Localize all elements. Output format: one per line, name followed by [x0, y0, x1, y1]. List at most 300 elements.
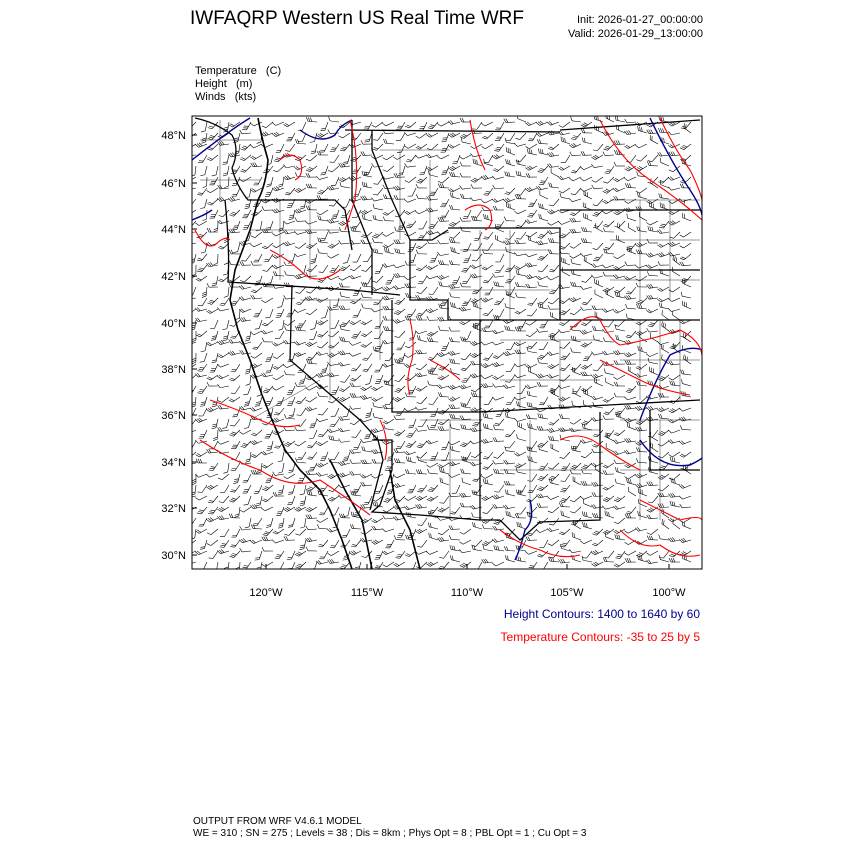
wind-barb [296, 417, 306, 428]
wind-barb [481, 118, 493, 126]
wind-barb [272, 338, 284, 347]
wind-barb [262, 295, 273, 304]
wind-barb [448, 349, 460, 356]
wind-barb [657, 240, 669, 249]
wind-barb [506, 340, 515, 352]
wind-barb [382, 118, 394, 126]
wind-barb [318, 427, 328, 438]
wind-barb [373, 186, 383, 197]
wind-barb [452, 483, 460, 495]
lon-label-100: 100°W [652, 587, 686, 599]
wind-barb [363, 252, 372, 263]
wind-barb [383, 217, 394, 221]
wind-barb [362, 351, 372, 362]
wind-barb [581, 119, 592, 129]
wind-barb [536, 525, 548, 533]
wind-barb [339, 437, 350, 443]
wind-barb [253, 175, 262, 187]
wind-barb [316, 558, 328, 565]
wind-barb [463, 208, 471, 220]
wind-barb [657, 228, 669, 234]
wind-barb [615, 412, 627, 419]
wind-barb [426, 547, 438, 555]
wind-barb [560, 449, 570, 460]
wind-barb [668, 437, 680, 444]
wind-barb [185, 151, 196, 156]
wind-barb [266, 517, 273, 529]
wind-barb [570, 217, 581, 222]
wind-barb [254, 483, 262, 495]
wind-barb [492, 338, 504, 345]
wind-barb [460, 492, 471, 497]
wind-barb [239, 536, 251, 543]
wind-barb [262, 317, 273, 327]
wind-barb [536, 184, 548, 190]
wind-barb [582, 499, 594, 507]
wind-barb [679, 404, 691, 412]
wind-barb [311, 143, 317, 155]
wind-barb [218, 273, 229, 283]
wind-barb [327, 426, 339, 433]
wind-barb [327, 217, 339, 224]
wind-barb [361, 526, 372, 536]
wind-barb [300, 484, 306, 496]
wind-barb [626, 504, 636, 515]
wind-barb [525, 272, 537, 279]
wind-barb [570, 493, 581, 503]
wind-barb [387, 451, 394, 463]
wind-barb [240, 504, 251, 514]
wind-barb [581, 238, 592, 243]
wind-barb [438, 416, 449, 426]
wind-barb [207, 526, 218, 536]
wind-barb [253, 516, 262, 527]
wind-barb [229, 119, 240, 128]
wind-barb [251, 229, 262, 239]
wind-barb [287, 560, 295, 572]
wind-barb [383, 380, 395, 386]
wind-barb [681, 301, 693, 309]
wind-barb [306, 525, 317, 530]
wind-barb [648, 317, 658, 328]
wind-barb [570, 470, 581, 474]
wind-barb [349, 338, 361, 346]
wind-barb [604, 532, 616, 540]
wind-barb [495, 252, 504, 264]
wind-barb [393, 394, 405, 403]
wind-barb [658, 193, 669, 199]
wind-barb [239, 294, 251, 301]
wind-barb [536, 239, 548, 245]
wind-barb [349, 272, 361, 279]
wind-barb [558, 163, 570, 172]
wind-barb [593, 427, 603, 438]
wind-barb [317, 151, 328, 155]
wind-barb [504, 326, 515, 331]
wind-barb [350, 393, 361, 397]
wind-barb [397, 142, 405, 154]
wind-barb [296, 394, 306, 405]
wind-barb [461, 350, 471, 361]
wind-barb [471, 174, 482, 184]
wind-barb [361, 151, 372, 156]
wind-barb [526, 493, 537, 503]
wind-barb [306, 359, 317, 364]
wind-barb [394, 458, 405, 463]
wind-barb [361, 481, 372, 486]
wind-barb [360, 207, 372, 216]
height-contour-note: Height Contours: 1400 to 1640 by 60 [503, 607, 700, 621]
lon-label-105: 105°W [550, 587, 584, 599]
wind-barb [647, 327, 658, 332]
wind-barb [492, 492, 504, 500]
wind-barb [438, 392, 449, 397]
wind-barb [223, 462, 229, 473]
wind-barb [316, 349, 328, 356]
wind-barb [441, 340, 449, 352]
wind-barb [426, 305, 438, 313]
wind-barb [560, 493, 570, 504]
wind-barb [316, 294, 328, 303]
wind-barb [294, 228, 306, 235]
wind-barb [308, 461, 317, 473]
wind-barb [383, 247, 395, 254]
wind-barb [195, 305, 207, 312]
wind-barb [603, 558, 614, 562]
wind-barb [240, 547, 251, 552]
wind-barb [580, 250, 592, 257]
wind-barb [288, 484, 295, 496]
wind-barb [463, 329, 471, 341]
wind-barb [394, 383, 405, 394]
wind-barb [581, 469, 592, 474]
wind-barb [527, 439, 537, 450]
wind-barb [559, 240, 570, 250]
wind-barb [559, 119, 570, 129]
wind-barb [351, 361, 361, 372]
wind-barb [426, 437, 438, 444]
wind-barb [539, 340, 548, 351]
wind-barb [331, 175, 339, 187]
wind-barb [240, 163, 251, 174]
wind-barb [351, 329, 361, 340]
wind-barb [592, 207, 603, 218]
wind-barb [646, 558, 658, 564]
wind-barb [184, 492, 196, 498]
wind-barb [658, 438, 669, 448]
wind-barb [415, 493, 427, 502]
wind-barb [538, 262, 548, 273]
wind-barb [383, 195, 394, 199]
wind-barb [306, 184, 317, 188]
wind-barb [538, 214, 550, 221]
wind-barb [185, 119, 196, 130]
wind-barb [669, 449, 680, 458]
wind-barb [305, 536, 317, 542]
wind-barb [548, 416, 559, 427]
wind-barb [306, 514, 317, 519]
wind-barb [416, 469, 427, 474]
wind-barb [339, 283, 350, 287]
wind-barb [427, 522, 439, 529]
wind-barb [339, 305, 350, 310]
wind-barb [492, 195, 504, 203]
wind-barb [536, 272, 548, 280]
wind-barb [493, 525, 504, 530]
wind-barb [593, 378, 605, 386]
wind-barb [197, 262, 207, 273]
wind-barb [569, 195, 581, 202]
wind-barb [539, 395, 548, 407]
wind-barb [264, 252, 273, 263]
wind-barb [239, 404, 251, 410]
wind-barb [218, 394, 229, 404]
wind-barb [283, 173, 295, 180]
wind-barb [426, 272, 438, 279]
wind-barb [306, 372, 317, 381]
wind-barb [427, 381, 438, 386]
wind-barb [470, 195, 482, 201]
wind-barb [496, 406, 504, 418]
wind-barb [406, 438, 416, 449]
wind-barb [536, 371, 548, 379]
wind-barb [570, 306, 581, 316]
wind-barb [624, 448, 636, 454]
wind-barb [503, 349, 515, 356]
wind-barb [671, 267, 682, 276]
wind-barb [351, 537, 361, 548]
wind-barb [669, 284, 680, 293]
wind-barb [472, 323, 484, 331]
wind-barb [383, 163, 394, 173]
wind-barb [229, 207, 240, 218]
wind-barb [217, 360, 229, 368]
wind-barb [647, 283, 658, 289]
wind-barb [416, 174, 427, 185]
wind-barb [201, 341, 207, 353]
wind-barb [547, 118, 559, 126]
wind-barb [493, 382, 504, 387]
wind-barb [636, 361, 647, 371]
wind-barb [283, 239, 295, 246]
wind-barb [592, 481, 603, 486]
wind-barb [581, 424, 593, 430]
wind-barb [250, 327, 262, 335]
wind-barb [429, 285, 438, 296]
wind-barb [207, 537, 218, 547]
wind-barb [470, 272, 482, 278]
wind-barb [208, 505, 218, 516]
wind-barb [659, 202, 671, 210]
wind-barb [493, 350, 504, 360]
wind-barb [493, 503, 504, 508]
wind-barb [310, 319, 317, 331]
wind-barb [526, 402, 538, 408]
wind-barb [647, 271, 658, 276]
wind-barb [405, 119, 416, 129]
wind-barb [306, 272, 317, 276]
wind-barb [438, 281, 449, 287]
wind-barb [328, 493, 339, 503]
wind-barb [602, 349, 614, 355]
wind-barb [506, 285, 515, 297]
wind-barb [548, 460, 559, 470]
wind-barb [659, 344, 671, 353]
wind-barb [272, 129, 284, 137]
wind-barb [658, 414, 669, 419]
wind-barb [503, 195, 515, 203]
wind-barb [363, 362, 372, 373]
wind-barb [307, 438, 317, 449]
wind-barb [415, 526, 427, 535]
wind-barb [635, 371, 647, 378]
wind-barb [305, 217, 317, 225]
wind-barb [251, 427, 262, 437]
wind-barb [261, 371, 273, 377]
wind-barb [372, 459, 383, 463]
wind-barb [481, 195, 493, 203]
wind-barb [671, 311, 682, 320]
wind-barb [371, 536, 383, 545]
wind-barb [547, 272, 559, 280]
wind-barb [374, 560, 383, 571]
wind-barb [394, 559, 405, 568]
wind-barb [669, 405, 680, 414]
wind-barb [316, 470, 328, 477]
wind-barb [635, 239, 647, 247]
wind-barb [637, 488, 649, 496]
wind-barb [668, 173, 680, 181]
wind-barb [570, 207, 581, 217]
wind-barb [635, 140, 647, 148]
wind-barb [658, 503, 669, 508]
wind-barb [679, 492, 691, 500]
wind-barb [537, 426, 548, 430]
wind-barb [481, 471, 493, 480]
wind-barb [338, 272, 350, 281]
wind-barb [265, 186, 273, 198]
wind-barb [394, 427, 405, 437]
wind-barb [244, 396, 251, 408]
wind-barb [317, 328, 328, 338]
wind-barb [603, 284, 614, 294]
wind-barb [492, 558, 504, 566]
wind-barb [614, 325, 626, 331]
wind-barb [570, 228, 581, 233]
wind-barb [441, 132, 449, 144]
wind-barb [184, 239, 196, 245]
wind-barb [472, 302, 484, 309]
wind-barb [516, 505, 526, 516]
wind-barb [244, 495, 251, 507]
wind-barb [427, 163, 438, 172]
wind-barb [680, 292, 692, 298]
wind-barb [375, 318, 383, 330]
wind-barb [603, 185, 614, 195]
wind-barb [636, 226, 647, 232]
wind-barb [328, 240, 339, 250]
wind-barb [668, 415, 680, 423]
wind-barb [250, 437, 262, 445]
wind-barb [648, 367, 660, 375]
wind-barb [240, 174, 251, 183]
wind-barb [408, 186, 416, 198]
wind-barb [416, 335, 428, 342]
wind-barb [569, 294, 581, 302]
wind-barb [571, 532, 583, 540]
wind-barb [615, 335, 627, 342]
wind-barb [581, 151, 592, 155]
wind-barb [537, 281, 548, 287]
wind-barb [504, 489, 516, 496]
wind-barb [547, 206, 559, 215]
wind-barb [591, 459, 603, 467]
wind-barb [285, 142, 295, 153]
wind-barb [272, 118, 284, 126]
wind-barb [452, 154, 460, 166]
longitude-ticks [266, 564, 669, 569]
wind-barb [680, 503, 691, 508]
wind-barb [492, 151, 504, 160]
wind-barb [526, 141, 537, 150]
wind-barb [251, 350, 262, 360]
wind-barb [528, 483, 537, 494]
wind-barb [327, 250, 339, 259]
wind-barb [338, 349, 350, 355]
wind-barb [592, 174, 603, 184]
wind-barb [437, 272, 449, 280]
wind-barb [288, 517, 295, 529]
wind-barb [198, 483, 207, 494]
wind-barb [354, 561, 361, 573]
wind-barb [549, 312, 561, 320]
wind-barb [350, 262, 361, 272]
wind-barb [547, 371, 559, 379]
wind-barb [427, 337, 438, 342]
wind-barb [581, 449, 592, 459]
wind-barb [471, 490, 483, 496]
wind-barb [571, 163, 581, 174]
wind-barb [426, 558, 438, 567]
wind-barb [272, 184, 284, 191]
wind-barb [460, 503, 471, 507]
wind-barb [506, 131, 515, 142]
wind-barb [624, 206, 636, 212]
wind-barb [319, 142, 328, 154]
wind-barb [285, 185, 295, 196]
wind-barb [375, 549, 383, 561]
wind-barb [255, 550, 262, 562]
wind-barb [592, 335, 604, 342]
wind-barb [393, 272, 405, 278]
wind-barb [185, 306, 196, 315]
wind-barb [526, 414, 537, 419]
wind-barb [185, 449, 196, 459]
wind-barb [266, 363, 273, 375]
wind-barb [494, 416, 504, 427]
wind-barb [353, 252, 361, 264]
wind-barb [593, 252, 603, 263]
wind-barb [209, 175, 218, 187]
wind-barb [581, 522, 593, 529]
wind-barb [404, 493, 416, 502]
wind-barb [460, 138, 472, 144]
wind-barb [493, 449, 504, 460]
wind-barb [558, 327, 570, 333]
wind-barb [538, 191, 550, 199]
wind-barb [239, 283, 251, 290]
wind-barb [261, 327, 273, 334]
